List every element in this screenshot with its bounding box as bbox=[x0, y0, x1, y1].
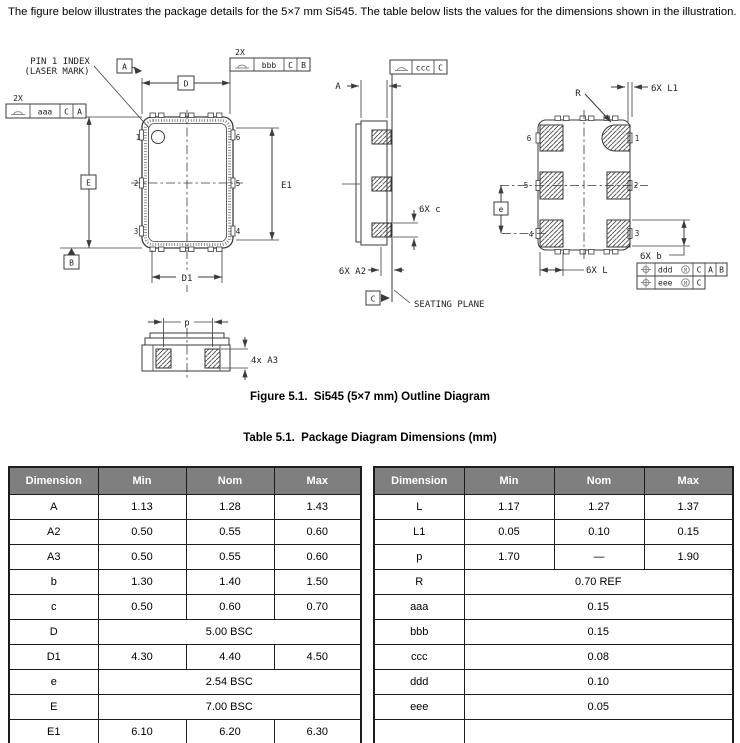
table-row bbox=[9, 545, 361, 570]
max-cell: 0.60 bbox=[274, 520, 361, 545]
table-title: Table 5.1. Package Diagram Dimensions (mm) bbox=[243, 432, 497, 444]
header-cell: Min bbox=[464, 467, 554, 495]
max-cell: 0.70 bbox=[274, 595, 361, 620]
top-view bbox=[6, 48, 310, 292]
span-cell: 0.15 bbox=[464, 595, 733, 620]
callout-6x-c: 6X c bbox=[419, 205, 441, 215]
svg-text:ddd: ddd bbox=[658, 265, 673, 275]
table-row bbox=[374, 695, 733, 720]
header-cell: Dimension bbox=[374, 467, 464, 495]
dim-cell: A2 bbox=[9, 520, 98, 545]
nom-cell: 1.27 bbox=[554, 495, 644, 520]
dim-cell: E bbox=[9, 695, 98, 720]
dim-cell: e bbox=[9, 670, 98, 695]
min-cell: 1.30 bbox=[98, 570, 186, 595]
header-cell: Dimension bbox=[9, 467, 98, 495]
pin1-index-label2: (LASER MARK) bbox=[24, 67, 90, 77]
table-row bbox=[9, 520, 361, 545]
table-row bbox=[374, 520, 733, 545]
svg-text:ccc: ccc bbox=[415, 63, 431, 73]
pin-number: 6 bbox=[526, 134, 532, 143]
pin-number: 4 bbox=[235, 227, 241, 236]
nom-cell: 1.40 bbox=[186, 570, 274, 595]
span-cell: 0.10 bbox=[464, 670, 733, 695]
svg-text:2X: 2X bbox=[235, 48, 245, 57]
header-cell: Max bbox=[274, 467, 361, 495]
table-row bbox=[9, 595, 361, 620]
table-row bbox=[9, 670, 361, 695]
min-cell: 6.10 bbox=[98, 720, 186, 743]
dim-cell: L bbox=[374, 495, 464, 520]
svg-text:B: B bbox=[301, 61, 306, 70]
min-cell: 4.30 bbox=[98, 645, 186, 670]
nom-cell: 0.60 bbox=[186, 595, 274, 620]
dim-cell: p bbox=[374, 545, 464, 570]
nom-cell: 1.28 bbox=[186, 495, 274, 520]
bottom-view bbox=[494, 82, 727, 289]
dim-cell: E1 bbox=[9, 720, 98, 743]
span-cell bbox=[464, 720, 733, 743]
figure-caption: Figure 5.1. Si545 (5×7 mm) Outline Diagram bbox=[250, 391, 490, 403]
header-cell: Max bbox=[644, 467, 733, 495]
span-cell: 0.05 bbox=[464, 695, 733, 720]
max-cell: 1.90 bbox=[644, 545, 733, 570]
intro-text: The figure below illustrates the package details for the 5×7 mm Si545. The table below lists the values for the dimensions shown in the illustration. bbox=[8, 6, 737, 18]
callout-6x-b: 6X b bbox=[640, 252, 662, 262]
header-cell: Nom bbox=[554, 467, 644, 495]
max-cell: 1.37 bbox=[644, 495, 733, 520]
nom-cell: 6.20 bbox=[186, 720, 274, 743]
table-row bbox=[374, 620, 733, 645]
dim-cell: D bbox=[9, 620, 98, 645]
svg-text:aaa: aaa bbox=[37, 107, 53, 117]
dim-D-label: D bbox=[183, 79, 189, 89]
max-cell: 0.15 bbox=[644, 520, 733, 545]
span-cell: 0.15 bbox=[464, 620, 733, 645]
table-row bbox=[374, 545, 733, 570]
table-row bbox=[9, 645, 361, 670]
datum-C-flag bbox=[366, 291, 390, 305]
aaa-tolerance-frame bbox=[6, 94, 86, 118]
span-cell: 0.08 bbox=[464, 645, 733, 670]
svg-text:C: C bbox=[696, 278, 702, 288]
dim-cell: aaa bbox=[374, 595, 464, 620]
dim-cell: c bbox=[9, 595, 98, 620]
nom-cell: 0.10 bbox=[554, 520, 644, 545]
header-cell: Nom bbox=[186, 467, 274, 495]
end-view bbox=[142, 318, 278, 380]
pin1-mark bbox=[152, 131, 165, 144]
svg-text:B: B bbox=[69, 258, 74, 268]
pin-number: 5 bbox=[235, 179, 241, 188]
callout-6x-l: 6X L bbox=[586, 266, 608, 276]
dim-cell: A bbox=[9, 495, 98, 520]
ccc-tolerance-frame bbox=[390, 60, 447, 74]
svg-text:eee: eee bbox=[658, 278, 673, 288]
header-cell: Min bbox=[98, 467, 186, 495]
max-cell: 4.50 bbox=[274, 645, 361, 670]
bbb-tolerance-frame bbox=[230, 48, 310, 71]
table-row bbox=[9, 570, 361, 595]
min-cell: 1.13 bbox=[98, 495, 186, 520]
dim-cell: ddd bbox=[374, 670, 464, 695]
svg-text:2X: 2X bbox=[13, 94, 23, 103]
table-row bbox=[9, 720, 361, 743]
dim-D1-label: D1 bbox=[181, 274, 193, 284]
dim-cell: ccc bbox=[374, 645, 464, 670]
nom-cell: 0.55 bbox=[186, 545, 274, 570]
svg-text:C: C bbox=[438, 63, 443, 73]
header-row bbox=[9, 467, 361, 495]
pin-number: 6 bbox=[235, 133, 241, 142]
svg-text:M: M bbox=[683, 280, 688, 287]
nom-cell: 0.55 bbox=[186, 520, 274, 545]
dim-cell: b bbox=[9, 570, 98, 595]
pin-number: 5 bbox=[523, 181, 529, 190]
dim-cell bbox=[374, 720, 464, 743]
pin-number: 4 bbox=[528, 230, 534, 239]
callout-6x-l1: 6X L1 bbox=[651, 84, 679, 94]
dim-e-label: e bbox=[498, 205, 504, 214]
datum-A-flag bbox=[117, 59, 142, 74]
svg-text:B: B bbox=[719, 265, 724, 275]
min-cell: 0.50 bbox=[98, 545, 186, 570]
pin-number: 3 bbox=[634, 229, 640, 238]
table-row bbox=[374, 495, 733, 520]
dim-A-label: A bbox=[335, 82, 341, 92]
max-cell: 1.50 bbox=[274, 570, 361, 595]
min-cell: 0.50 bbox=[98, 520, 186, 545]
pin-number: 3 bbox=[133, 227, 139, 236]
table-row bbox=[374, 720, 733, 743]
pin-number: 2 bbox=[633, 181, 639, 190]
table-row bbox=[9, 695, 361, 720]
pin-number: 2 bbox=[133, 179, 139, 188]
min-cell: 0.50 bbox=[98, 595, 186, 620]
svg-text:A: A bbox=[708, 265, 713, 275]
table-row bbox=[374, 595, 733, 620]
dim-cell: bbb bbox=[374, 620, 464, 645]
table-row bbox=[374, 570, 733, 595]
side-view bbox=[335, 60, 484, 310]
max-cell: 1.43 bbox=[274, 495, 361, 520]
max-cell: 6.30 bbox=[274, 720, 361, 743]
svg-text:A: A bbox=[122, 62, 127, 72]
dim-cell: D1 bbox=[9, 645, 98, 670]
pin1-pad bbox=[602, 125, 630, 151]
max-cell: 0.60 bbox=[274, 545, 361, 570]
table-row bbox=[9, 620, 361, 645]
dim-cell: A3 bbox=[9, 545, 98, 570]
dim-cell: eee bbox=[374, 695, 464, 720]
min-cell: 1.70 bbox=[464, 545, 554, 570]
svg-text:A: A bbox=[77, 107, 82, 117]
nom-cell: — bbox=[554, 545, 644, 570]
dimensions-table-right bbox=[373, 466, 734, 743]
span-cell: 2.54 BSC bbox=[98, 670, 361, 695]
svg-text:C: C bbox=[370, 294, 376, 304]
seating-plane-label: SEATING PLANE bbox=[414, 300, 485, 310]
dim-p-label: p bbox=[184, 318, 190, 329]
pin-number: 1 bbox=[634, 134, 640, 143]
min-cell: 0.05 bbox=[464, 520, 554, 545]
span-cell: 5.00 BSC bbox=[98, 620, 361, 645]
span-cell: 7.00 BSC bbox=[98, 695, 361, 720]
svg-text:C: C bbox=[696, 265, 702, 275]
table-row bbox=[9, 495, 361, 520]
dim-E1-label: E1 bbox=[281, 181, 292, 191]
nom-cell: 4.40 bbox=[186, 645, 274, 670]
table-row bbox=[374, 645, 733, 670]
callout-4x-a3: 4x A3 bbox=[251, 356, 279, 366]
header-row bbox=[374, 467, 733, 495]
callout-6x-a2: 6X A2 bbox=[338, 267, 366, 277]
callout-r: R bbox=[575, 89, 581, 99]
dim-cell: L1 bbox=[374, 520, 464, 545]
svg-text:C: C bbox=[288, 61, 293, 70]
svg-text:C: C bbox=[64, 107, 69, 117]
ddd-eee-tolerance-frame bbox=[637, 263, 727, 289]
min-cell: 1.17 bbox=[464, 495, 554, 520]
dim-E-label: E bbox=[86, 178, 91, 188]
span-cell: 0.70 REF bbox=[464, 570, 733, 595]
pin-number: 1 bbox=[135, 133, 141, 142]
dim-cell: R bbox=[374, 570, 464, 595]
dimensions-table-left bbox=[8, 466, 362, 743]
datum-B-flag bbox=[64, 248, 79, 269]
table-row bbox=[374, 670, 733, 695]
svg-text:bbb: bbb bbox=[261, 61, 277, 70]
pin1-index-label: PIN 1 INDEX bbox=[30, 57, 90, 67]
svg-text:M: M bbox=[683, 267, 688, 274]
